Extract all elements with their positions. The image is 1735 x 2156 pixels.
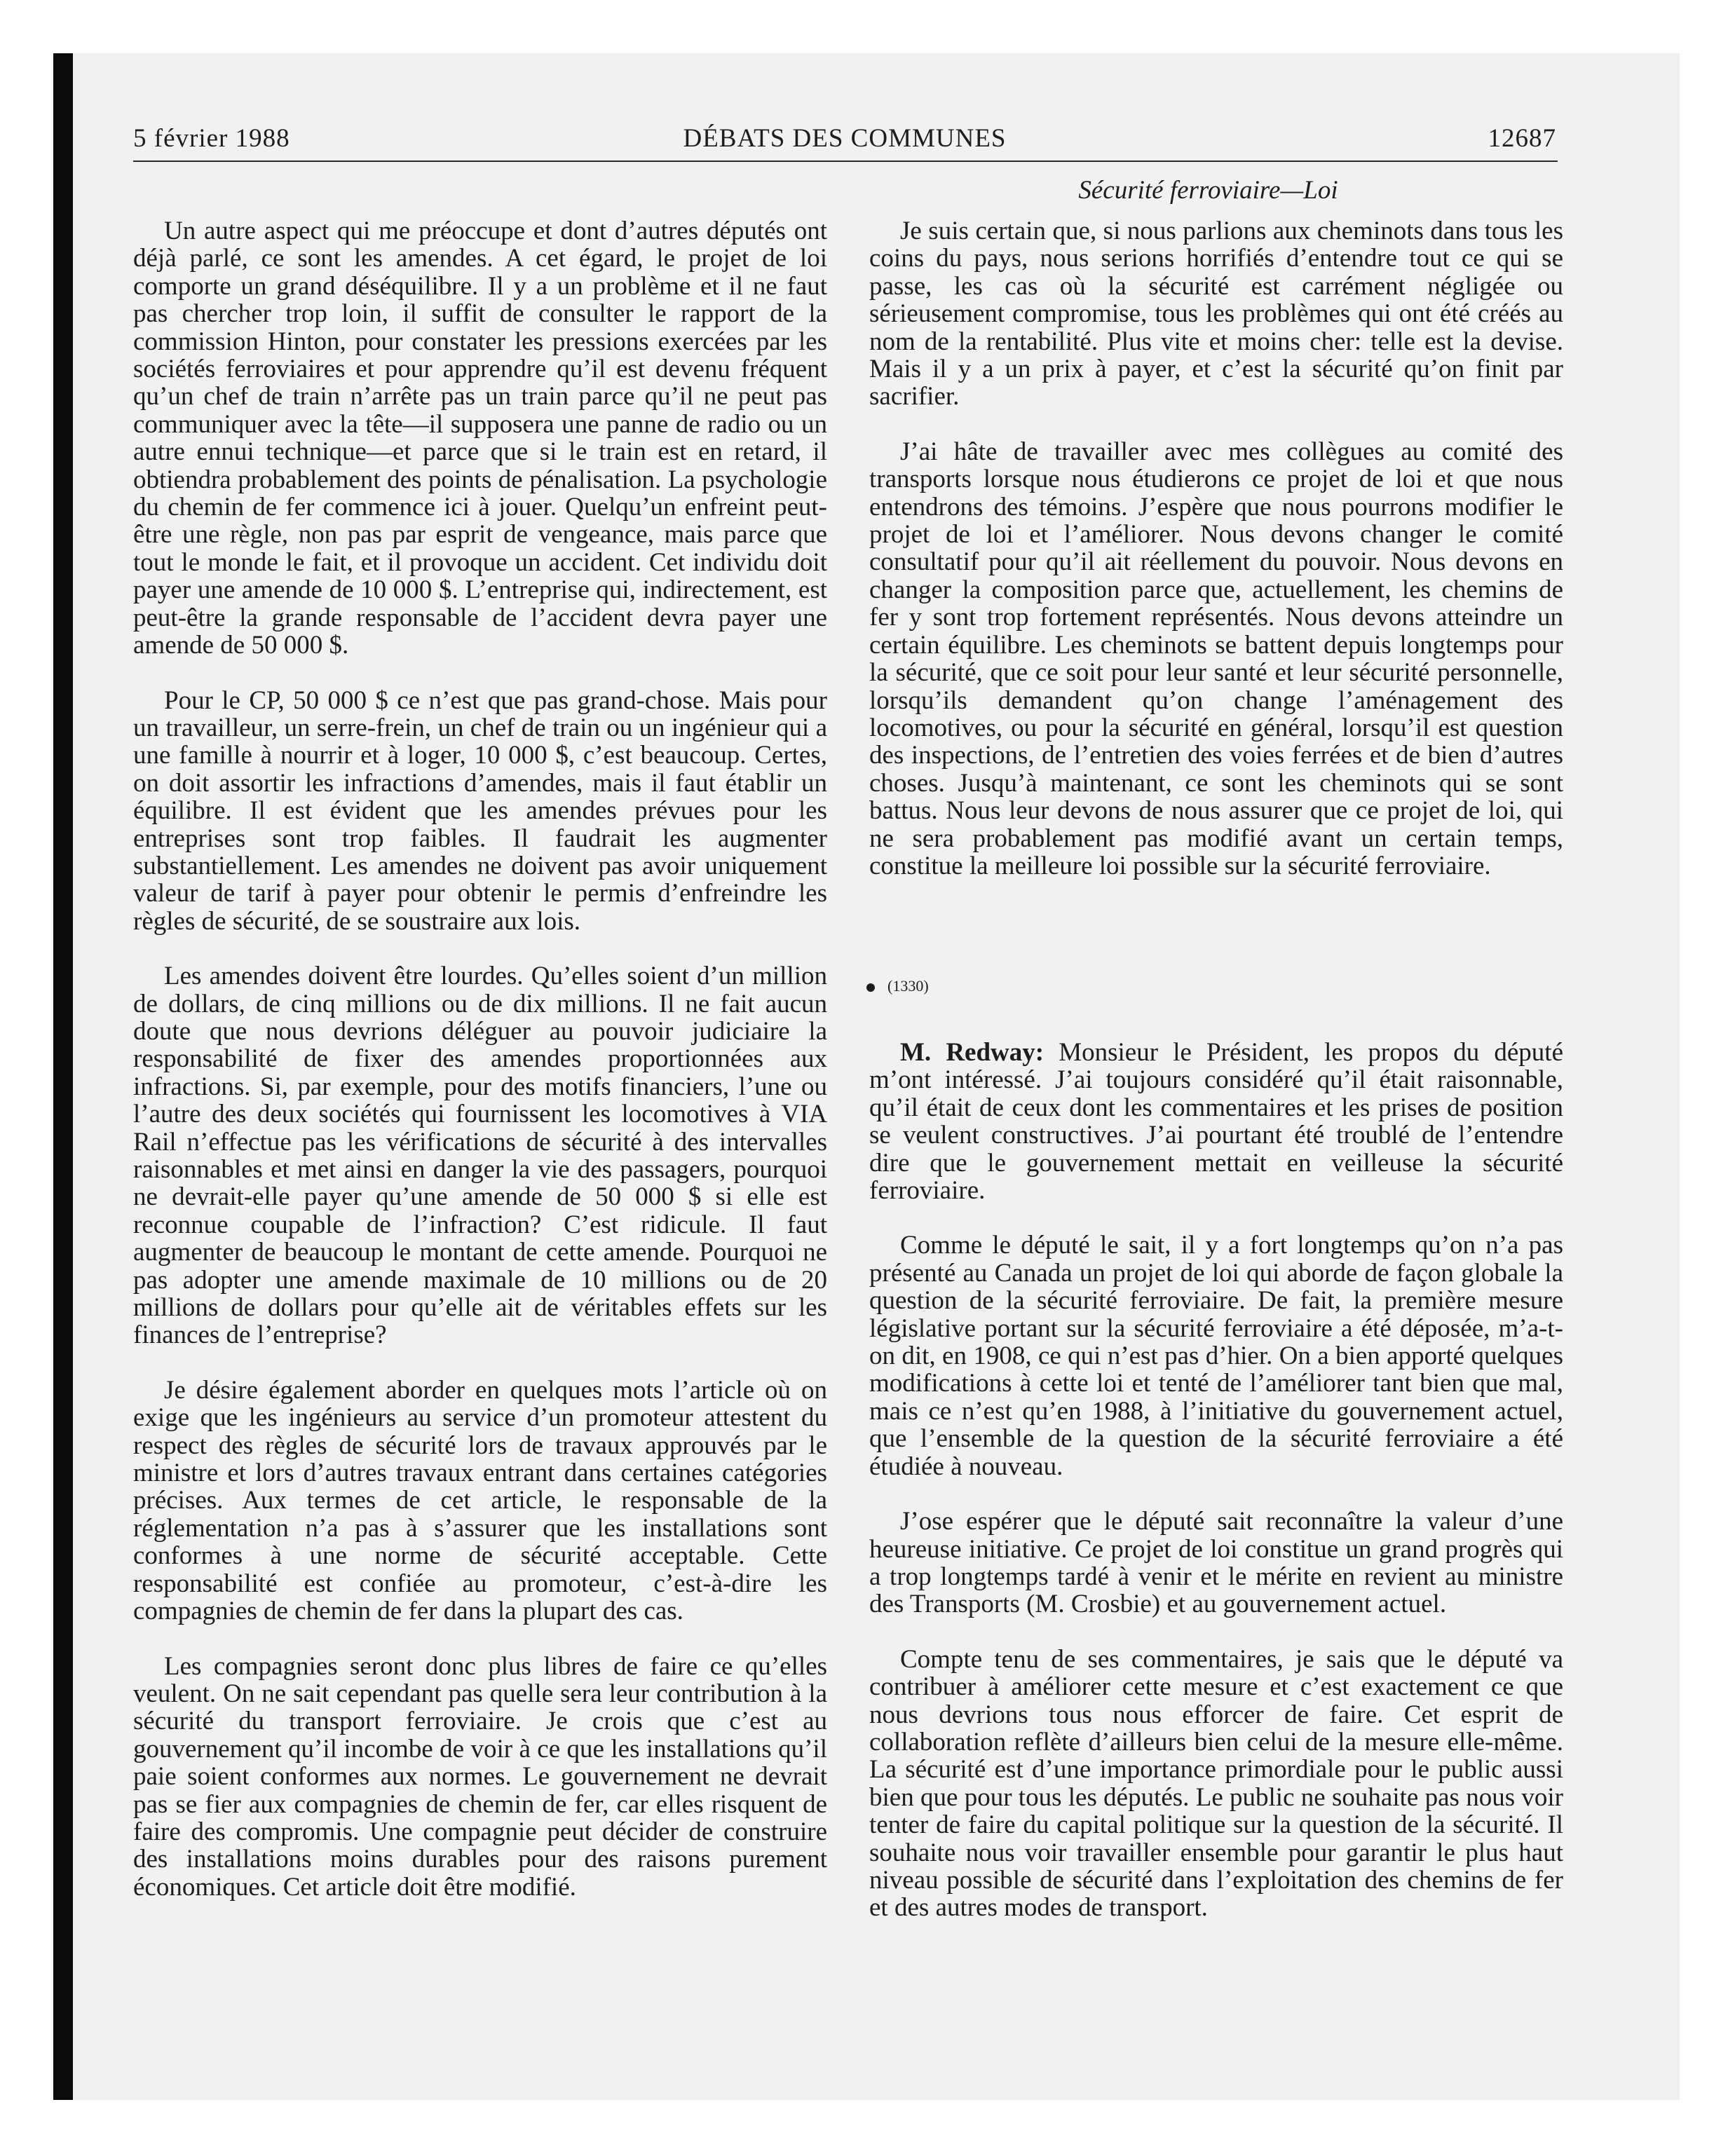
redway-speech bbox=[869, 1039, 1563, 1949]
binding-edge bbox=[53, 53, 73, 2100]
paragraph: Je suis certain que, si nous parlions aux cheminots dans tous les coins du pays, nous serions horrifiés d’entendre tout ce qui se passe, les cas où la sécurité est carrément négligée ou sérieusement compromise, tous les problèmes qui ont été créés au nom de la rentabilité. Plus vite et moins cher: telle est la devise. Mais il y a un prix à payer, et c’est la sécurité qu’on finit par sacrifier. bbox=[869, 217, 1563, 411]
paragraph: J’ose espérer que le député sait reconnaître la valeur d’une heureuse initiative. Ce projet de loi constitue un grand progrès qui a trop longtemps tardé à venir et le mérite en revient au ministre des Transports (M. Crosbie) et au gouvernement actuel. bbox=[869, 1507, 1563, 1619]
header-date: 5 février 1988 bbox=[133, 124, 290, 153]
paragraph: Je désire également aborder en quelques mots l’article où on exige que les ingénieurs au service d’un promoteur attestent du respect des règles de sécurité lors de travaux approuvés par le ministre et lors d’autres travaux entrant dans certaines catégories précises. Aux termes de cet article, le responsable de la réglementation n’a pas à s’assurer que les installations sont conformes à une norme de sécurité acceptable. Cette responsabilité est confiée au promoteur, c’est-à-dire les compagnies de chemin de fer dans la plupart des cas. bbox=[133, 1375, 827, 1626]
header-rule bbox=[133, 161, 1558, 162]
paragraph: Comme le député le sait, il y a fort longtemps qu’on n’a pas présenté au Canada un projet de loi qui aborde de façon globale la question de la sécurité ferroviaire. De fait, la première mesure législative portant sur la sécurité ferroviaire a été déposée, m’a-t-on dit, en 1908, ce qui n’est pas d’hier. On a bien apporté quelques modifications à cette loi et tenté de l’améliorer tant bien que mal, mais ce n’est qu’en 1988, à l’initiative du gouvernement actuel, que l’ensemble de la question de la sécurité ferroviaire a été étudiée à nouveau. bbox=[869, 1231, 1563, 1481]
publication-title: DÉBATS DES COMMUNES bbox=[683, 124, 1007, 153]
right-column bbox=[869, 217, 1563, 907]
paragraph: J’ai hâte de travailler avec mes collègues au comité des transports lorsque nous étudierons ce projet de loi et que nous entendrons des témoins. J’espère que nous pourrons modifier le projet de loi et l’améliorer. Nous devons changer le comité consultatif pour qu’il ait réellement du pouvoir. Nous devons en changer la composition parce que, actuellement, les chemins de fer y sont trop fortement représentés. Nous devons atteindre un certain équilibre. Les cheminots se battent depuis longtemps pour la sécurité, que ce soit pour leur santé et leur sécurité personnelle, lorsqu’ils demandent qu’on change l’aménagement des locomotives, ou pour la sécurité en général, lorsqu’il est question des inspections, de l’entretien des voies ferrées et de bien d’autres choses. Jusqu’à maintenant, ce sont les cheminots qui se sont battus. Nous leur devons de nous assurer que ce projet de loi, qui ne sera probablement pas modifié avant un certain temps, constitue la meilleure loi possible sur la sécurité ferroviaire. bbox=[869, 437, 1563, 880]
time-marker-text: (1330) bbox=[887, 977, 929, 995]
bullet-icon bbox=[866, 983, 875, 992]
time-marker bbox=[866, 977, 929, 995]
page-number: 12687 bbox=[1488, 124, 1556, 153]
speech-opening bbox=[869, 1039, 1563, 1204]
paragraph: Les compagnies seront donc plus libres de faire ce qu’elles veulent. On ne sait cependant pas quelle sera leur contribution à la sécurité du transport ferroviaire. Je crois que c’est au gouvernement qu’il incombe de voir à ce que les installations qu’il paie soient conformes aux normes. Le gouvernement ne devrait pas se fier aux compagnies de chemin de fer, car elles risquent de faire des compromis. Une compagnie peut décider de construire des installations moins durables pour des raisons purement économiques. Cet article doit être modifié. bbox=[133, 1651, 827, 1902]
paragraph: Compte tenu de ses commentaires, je sais que le député va contribuer à améliorer cette mesure et c’est exactement ce que nous devrions tous nous efforcer de faire. Cet esprit de collaboration reflète d’ailleurs bien celui de la mesure elle-même. La sécurité est d’une importance primordiale pour le public aussi bien que pour tous les députés. Le public ne souhaite pas nous voir tenter de faire du capital politique sur la question de la sécurité. Il souhaite nous voir travailler ensemble pour garantir le plus haut niveau possible de sécurité dans l’exploitation des chemins de fer et des autres modes de transport. bbox=[869, 1644, 1563, 1923]
paragraph: Les amendes doivent être lourdes. Qu’elles soient d’un million de dollars, de cinq millions ou de dix millions. Il ne fait aucun doute que nous devrions déléguer au pouvoir judiciaire la responsabilité de fixer des amendes proportionnées aux infractions. Si, par exemple, pour des motifs financiers, l’une ou l’autre des deux sociétés qui fournissent les locomotives à VIA Rail n’effectue pas les vérifications de sécurité à des intervalles raisonnables et met ainsi en danger la vie des passagers, pourquoi ne devrait-elle payer qu’une amende de 50 000 $ si elle est reconnue coupable de l’infraction? C’est ridicule. Il faut augmenter de beaucoup le montant de cette amende. Pourquoi ne pas adopter une amende maximale de 10 millions ou de 20 millions de dollars pour qu’elle ait de véritables effets sur les finances de l’entreprise? bbox=[133, 962, 827, 1350]
page-header bbox=[133, 123, 1556, 165]
paragraph: Pour le CP, 50 000 $ ce n’est que pas grand-chose. Mais pour un travailleur, un serre-frein, un chef de train ou un ingénieur qui a une famille à nourrir et à loger, 10 000 $, c’est beaucoup. Certes, on doit assortir les infractions d’amendes, mais il faut établir un équilibre. Il est évident que les amendes prévues pour les entreprises sont trop faibles. Il faudrait les augmenter substantiellement. Les amendes ne doivent pas avoir uniquement valeur de tarif à payer pour obtenir le permis d’enfreindre les règles de sécurité, de se soustraire aux lois. bbox=[133, 685, 827, 936]
paragraph: Un autre aspect qui me préoccupe et dont d’autres députés ont déjà parlé, ce sont les amendes. A cet égard, le projet de loi comporte un grand déséquilibre. Il y a un problème et il ne faut pas chercher trop loin, il suffit de consulter le rapport de la commission Hinton, pour constater les pressions exercées par les sociétés ferroviaires et pour apprendre qu’il est devenu fréquent qu’un chef de train n’arrête pas un train parce qu’il ne peut pas communiquer avec la tête—il supposera une panne de radio ou un autre ennui technique—et parce que si le train est en retard, il obtiendra probablement des points de pénalisation. La psychologie du chemin de fer commence ici à jouer. Quelqu’un enfreint peut-être une règle, non pas par esprit de vengeance, mais parce que tout le monde le fait, et il provoque un accident. Cet individu doit payer une amende de 10 000 $. L’entreprise qui, indirectement, est peut-être la grande responsable de l’accident devra payer une amende de 50 000 $. bbox=[133, 217, 827, 660]
left-column bbox=[133, 217, 827, 1928]
speech-opening-text: Monsieur le Président, les propos du député m’ont intéressé. J’ai toujours considéré qu’il était raisonnable, qu’il était de ceux dont les commentaires et les prises de position se veulent constructives. J’ai pourtant été troublé de l’entendre dire que le gouvernement mettait en veilleuse la sécurité ferroviaire. bbox=[869, 1038, 1564, 1206]
speaker-name: M. Redway: bbox=[900, 1038, 1045, 1067]
running-subject: Sécurité ferroviaire—Loi bbox=[1078, 176, 1338, 205]
